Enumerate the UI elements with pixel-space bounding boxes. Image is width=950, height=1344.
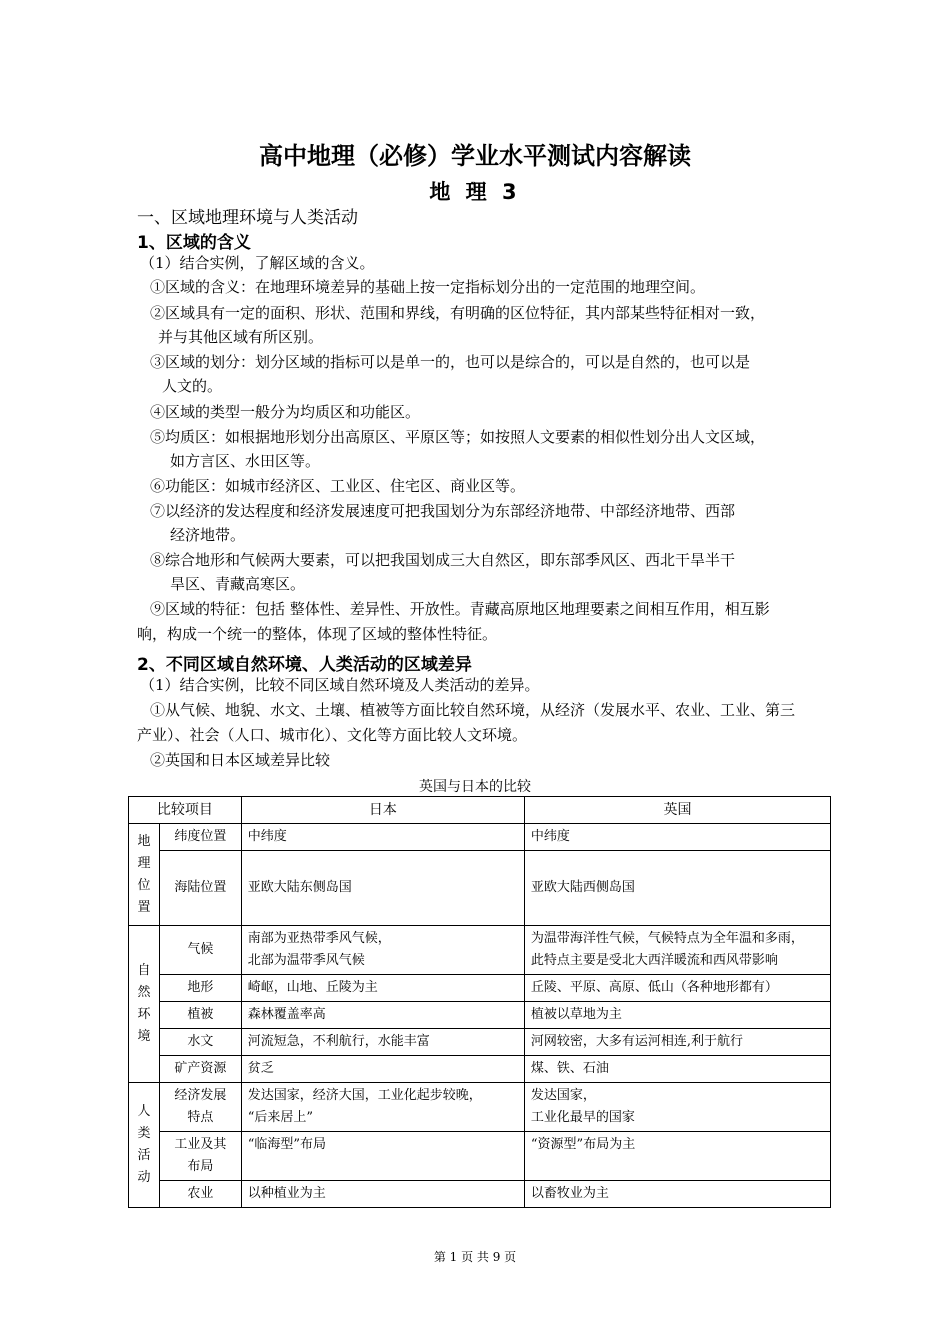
- row-label: 气候: [159, 926, 241, 975]
- group-label-char: 地: [137, 833, 151, 849]
- row-label: 海陆位置: [159, 851, 241, 926]
- list-item-cont: 旱区、青藏高寒区。: [170, 575, 306, 593]
- table-row: [129, 1083, 831, 1132]
- cell-line: 工业化最早的国家: [530, 1110, 635, 1125]
- row-label: [159, 1132, 241, 1181]
- cell-line: 发达国家，经济大国，工业化起步较晚，: [247, 1088, 482, 1103]
- group-label-char: 置: [137, 899, 151, 915]
- row-label-line: 工业及其: [174, 1137, 227, 1152]
- row-label: 纬度位置: [159, 824, 241, 851]
- row-label: 水文: [159, 1029, 241, 1056]
- cell-japan: [241, 926, 524, 975]
- page-footer: 第 1 页 共 9 页: [433, 1250, 517, 1264]
- cell-line: 此特点主要是受北大西洋暖流和西风带影响: [530, 953, 778, 968]
- subsection-heading-2: 2、不同区域自然环境、人类活动的区域差异: [137, 655, 472, 675]
- page-subtitle: 地 理 3: [429, 180, 521, 204]
- cell-japan: 亚欧大陆东侧岛国: [241, 851, 524, 926]
- section-heading-1: 一、区域地理环境与人类活动: [137, 208, 358, 228]
- cell-uk: 河网较密，大多有运河相连,利于航行: [524, 1029, 830, 1056]
- table-row: [129, 1181, 831, 1208]
- cell-japan: 贫乏: [241, 1056, 524, 1083]
- list-item-cont: 响，构成一个统一的整体，体现了区域的整体性特征。: [137, 625, 498, 643]
- cell-uk: “资源型”布局为主: [524, 1132, 830, 1181]
- header-uk: 英国: [524, 797, 830, 824]
- list-item: ⑦以经济的发达程度和经济发展速度可把我国划分为东部经济地带、中部经济地带、西部: [150, 502, 736, 520]
- table-row: [129, 1056, 831, 1083]
- cell-line: 为温带海洋性气候，气候特点为全年温和多雨，: [530, 931, 804, 946]
- group-label-char: 人: [137, 1104, 151, 1119]
- list-item: ②区域具有一定的面积、形状、范围和界线，有明确的区位特征，其内部某些特征相对一致，: [150, 304, 766, 322]
- cell-japan: “临海型”布局: [241, 1132, 524, 1181]
- table-row: [129, 824, 831, 851]
- group-label-geo: [135, 831, 153, 919]
- cell-japan: 崎岖，山地、丘陵为主: [241, 975, 524, 1002]
- cell-uk: 煤、铁、石油: [524, 1056, 830, 1083]
- cell-japan: 中纬度: [241, 824, 524, 851]
- cell-uk: [524, 1083, 830, 1132]
- row-label: 矿产资源: [159, 1056, 241, 1083]
- list-item: ③区域的划分：划分区域的指标可以是单一的，也可以是综合的，可以是自然的，也可以是: [150, 353, 751, 371]
- row-label-line: 经济发展: [174, 1088, 227, 1103]
- cell-line: 北部为温带季风气候: [247, 953, 365, 968]
- table-row: [129, 1029, 831, 1056]
- table-row: [129, 1002, 831, 1029]
- group-label-char: 活: [137, 1148, 151, 1163]
- list-item: ①区域的含义：在地理环境差异的基础上按一定指标划分出的一定范围的地理空间。: [150, 278, 706, 296]
- group-geo: [129, 824, 160, 926]
- list-item-cont: 并与其他区域有所区别。: [158, 328, 324, 346]
- group-label-human: [135, 1101, 153, 1189]
- row-label: 农业: [159, 1181, 241, 1208]
- table-row: [129, 926, 831, 975]
- list-item: ④区域的类型一般分为均质区和功能区。: [150, 403, 421, 421]
- cell-japan: [241, 1083, 524, 1132]
- row-label: 地形: [159, 975, 241, 1002]
- group-label-nature: [135, 960, 153, 1048]
- row-label-line: 布局: [187, 1159, 214, 1174]
- group-nature: [129, 926, 160, 1083]
- cell-uk: 亚欧大陆西侧岛国: [524, 851, 830, 926]
- page-title: 高中地理（必修）学业水平测试内容解读: [259, 142, 691, 170]
- cell-uk: 中纬度: [524, 824, 830, 851]
- row-label: 植被: [159, 1002, 241, 1029]
- list-item-cont: 经济地带。: [170, 526, 246, 544]
- cell-line: 发达国家，: [530, 1088, 596, 1103]
- table-caption: 英国与日本的比较: [419, 779, 531, 795]
- group-label-char: 然: [137, 985, 151, 1000]
- list-item-cont: 如方言区、水田区等。: [170, 452, 321, 470]
- list-item: ⑥功能区：如城市经济区、工业区、住宅区、商业区等。: [150, 477, 526, 495]
- requirement-1: （1）结合实例，了解区域的含义。: [140, 254, 375, 272]
- row-label-line: 特点: [187, 1110, 214, 1125]
- table-row: [129, 1132, 831, 1181]
- cell-uk: 丘陵、平原、高原、低山（各种地形都有）: [524, 975, 830, 1002]
- group-label-char: 境: [137, 1029, 151, 1044]
- group-label-char: 类: [137, 1126, 151, 1141]
- group-label-char: 环: [137, 1007, 151, 1022]
- cell-japan: 森林覆盖率高: [241, 1002, 524, 1029]
- requirement-2: （1）结合实例，比较不同区域自然环境及人类活动的差异。: [140, 676, 540, 694]
- comparison-table: [128, 796, 831, 1208]
- group-label-char: 位: [137, 877, 151, 893]
- cell-uk: 以畜牧业为主: [524, 1181, 830, 1208]
- list-item-cont: 人文的。: [162, 377, 223, 395]
- header-item: 比较项目: [129, 797, 242, 824]
- group-label-char: 自: [137, 963, 151, 978]
- group-label-char: 理: [137, 855, 151, 871]
- cell-line: 南部为亚热带季风气候，: [247, 931, 391, 946]
- list-item: ①从气候、地貌、水文、土壤、植被等方面比较自然环境，从经济（发展水平、农业、工业、第三: [150, 701, 796, 719]
- group-human: [129, 1083, 160, 1208]
- subsection-heading-1: 1、区域的含义: [137, 233, 251, 253]
- cell-line: “后来居上”: [247, 1110, 314, 1125]
- list-item: ②英国和日本区域差异比较: [150, 751, 331, 769]
- header-japan: 日本: [241, 797, 524, 824]
- table-row: [129, 851, 831, 926]
- list-item: ⑧综合地形和气候两大要素，可以把我国划成三大自然区，即东部季风区、西北干旱半干: [150, 551, 736, 569]
- cell-japan: 河流短急，不利航行，水能丰富: [241, 1029, 524, 1056]
- table-header-row: [129, 797, 831, 824]
- row-label: [159, 1083, 241, 1132]
- list-item: ⑤均质区：如根据地形划分出高原区、平原区等；如按照人文要素的相似性划分出人文区域，: [150, 428, 766, 446]
- cell-uk: [524, 926, 830, 975]
- cell-japan: 以种植业为主: [241, 1181, 524, 1208]
- group-label-char: 动: [137, 1170, 151, 1185]
- table-row: [129, 975, 831, 1002]
- list-item: ⑨区域的特征：包括 整体性、差异性、开放性。青藏高原地区地理要素之间相互作用，相互影: [150, 600, 770, 618]
- list-item-cont: 产业）、社会（人口、城市化）、文化等方面比较人文环境。: [137, 726, 528, 744]
- cell-uk: 植被以草地为主: [524, 1002, 830, 1029]
